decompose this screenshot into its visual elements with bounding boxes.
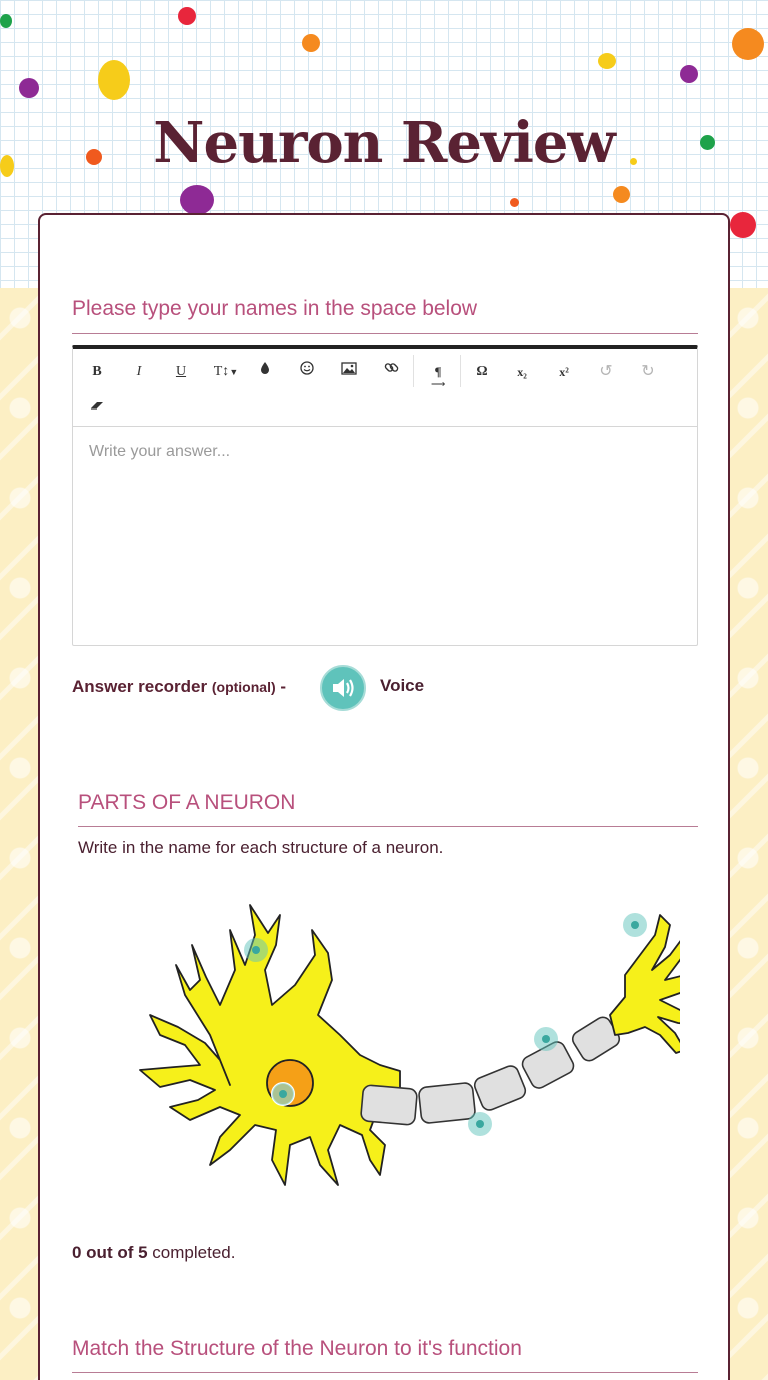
- divider: [72, 333, 698, 334]
- hotspot-dot: [631, 921, 639, 929]
- hotspot-dot: [476, 1120, 484, 1128]
- undo-icon[interactable]: ↺: [599, 363, 613, 380]
- divider: [78, 826, 698, 827]
- page-title: Neuron Review: [153, 110, 615, 176]
- paint-splat: [19, 78, 39, 98]
- arrow-right-icon: ⟶: [431, 379, 446, 390]
- redo-icon[interactable]: ↻: [641, 363, 655, 380]
- progress-suffix: completed.: [152, 1243, 236, 1262]
- droplet-icon[interactable]: [250, 357, 280, 387]
- paint-splat: [680, 65, 698, 83]
- divider: [72, 1372, 698, 1373]
- italic-button[interactable]: I: [136, 364, 142, 379]
- paint-splat: [98, 60, 130, 100]
- font-size-label: T↕: [213, 364, 230, 379]
- toolbar-separator: [413, 355, 414, 387]
- right-pattern-background: [728, 288, 768, 1380]
- axon-terminals: [610, 915, 680, 1053]
- link-icon[interactable]: [376, 357, 406, 387]
- hotspot-dot: [542, 1035, 550, 1043]
- paint-splat: [732, 28, 764, 60]
- eraser-icon[interactable]: [82, 393, 112, 423]
- superscript-button[interactable]: x²: [559, 365, 569, 379]
- paint-splat: [302, 34, 320, 52]
- neuron-dendrites: [140, 905, 400, 1185]
- paint-splat: [613, 186, 630, 203]
- question-title: Match the Structure of the Neuron to it's function: [72, 1337, 522, 1360]
- instruction-text: Write in the name for each structure of a neuron.: [78, 838, 444, 857]
- bold-button[interactable]: B: [92, 364, 102, 379]
- subscript-button[interactable]: x₂: [517, 365, 527, 379]
- paragraph-button[interactable]: [423, 357, 453, 390]
- voice-record-button[interactable]: [320, 665, 366, 711]
- hotspot-dot: [279, 1090, 287, 1098]
- left-pattern-background: [0, 288, 40, 1380]
- underline-button[interactable]: U: [175, 364, 187, 379]
- neuron-diagram: [80, 875, 680, 1235]
- recorder-text: Answer recorder: [72, 677, 208, 696]
- paragraph-label: ¶: [434, 364, 442, 379]
- progress-text: [72, 1243, 235, 1263]
- caret-down-icon: ▼: [229, 367, 239, 377]
- answer-recorder-label: [72, 677, 286, 697]
- editor-toolbar: [73, 349, 697, 427]
- question-title: Please type your names in the space below: [72, 297, 478, 320]
- section-title: PARTS OF A NEURON: [78, 791, 296, 814]
- progress-count: 0 out of 5: [72, 1243, 148, 1262]
- paint-splat: [0, 14, 12, 28]
- worksheet-card: [38, 213, 730, 1380]
- font-size-button[interactable]: [208, 357, 244, 387]
- paint-splat: [178, 7, 196, 25]
- smile-icon[interactable]: [292, 357, 322, 387]
- hotspot-dot: [252, 946, 260, 954]
- special-character-button[interactable]: Ω: [476, 364, 488, 379]
- paint-splat: [730, 212, 756, 238]
- answer-textarea[interactable]: Write your answer...: [89, 443, 231, 460]
- rich-text-editor: [72, 345, 698, 646]
- voice-label: Voice: [380, 676, 425, 695]
- paint-splat: [598, 53, 616, 69]
- myelin-sheath: [361, 1014, 623, 1125]
- image-icon[interactable]: [334, 357, 364, 387]
- optional-text: (optional): [211, 679, 276, 695]
- toolbar-separator: [460, 355, 461, 387]
- paint-splat: [510, 198, 519, 207]
- speaker-icon: [322, 667, 364, 709]
- dash-text: -: [280, 677, 287, 696]
- paint-splat: [180, 185, 214, 215]
